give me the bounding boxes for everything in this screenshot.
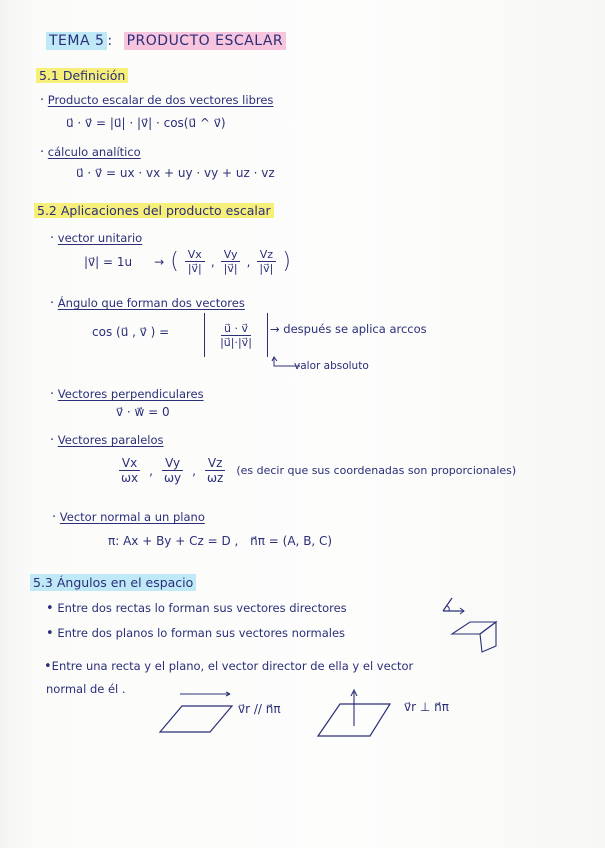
parallel-formula [118,456,516,485]
def-item-1 [40,93,273,108]
comma: , [246,254,251,269]
comma: , [192,463,196,478]
section-5-3-heading [30,575,196,590]
tema-sep: : [107,33,113,49]
angles-bullet-1-text: Entre dos rectas lo forman sus vectores directores [57,601,347,615]
absolute-value-bars [204,313,268,357]
unit-vector-item [50,231,142,246]
bullet-dot: · [40,145,45,160]
angles-bullet-3-line1 [44,659,413,674]
def-item-2 [40,145,141,160]
bleed-through-text [330,60,580,130]
angles-bullet-2 [46,626,345,641]
perp-formula: v⃗ · w⃗ = 0 [116,405,170,419]
bullet-dot: • [46,601,54,616]
frac-den: |u⃗|·|v⃗| [220,335,252,349]
angle-fraction [217,322,255,349]
frac-den: |v⃗| [187,262,202,275]
frac-den: ωy [163,471,182,485]
angle-lhs: cos (u⃗ , v⃗ ) = [92,325,170,339]
unit-lhs: |v⃗| = 1u [84,254,133,269]
bullet-dot: · [50,231,55,246]
angle-item [50,296,245,311]
section-5-2-heading [34,203,274,218]
bullet-dot: • [46,626,54,641]
frac-num: Vz [257,248,276,262]
parallel-relation: v⃗r // n⃗π [238,702,281,716]
bullet-dot: · [50,296,55,311]
page-header [46,33,286,49]
planes-angle-icon [450,612,500,656]
unit-arrow: → [154,254,165,269]
par-frac-z [204,456,226,485]
close-paren: ) [282,249,291,274]
normal-formula [108,534,332,548]
angles-bullet-2-text: Entre dos planos lo forman sus vectores normales [57,626,346,640]
comma: , [210,254,215,269]
unit-frac-y [221,248,241,275]
bullet-dot: • [44,659,52,674]
line-perpendicular-plane-diagram [316,688,392,740]
angle-label: Ángulo que forman dos vectores [57,296,245,310]
par-frac-y [161,456,184,485]
normal-item [52,510,205,525]
unit-frac-x [185,248,205,275]
normal-label: Vector normal a un plano [59,510,205,524]
angles-bullet-3-line2: normal de él . [46,682,126,696]
parallel-item [50,433,164,448]
frac-num: Vz [205,456,226,471]
unit-vector-formula [84,248,291,275]
parallel-label: Vectores paralelos [57,433,164,447]
bullet-dot: · [40,93,45,108]
unit-frac-z [256,248,276,275]
line-parallel-plane-diagram [158,690,238,736]
angles-bullet-1 [46,601,347,616]
frac-num: Vy [221,248,241,262]
normal-vector: n⃗π = (A, B, C) [250,534,333,548]
bullet-dot: · [50,387,55,402]
open-paren: ( [170,249,179,274]
comma: , [149,463,153,478]
perp-item [50,387,204,402]
def-formula-2: u⃗ · v⃗ = ux · vx + uy · vy + uz · vz [76,166,275,180]
angle-note-abs: valor absoluto [294,360,369,372]
frac-num: Vx [119,456,140,471]
par-frac-x [118,456,141,485]
frac-den: ωx [121,471,139,485]
perp-label: Vectores perpendiculares [57,387,204,401]
frac-den: |v⃗| [259,262,274,275]
angles-bullet-3-text: Entre una recta y el plano, el vector director de ella y el vector [51,659,414,673]
frac-num: Vx [185,248,205,262]
frac-den: ωz [206,471,224,485]
def-item-1-label: Producto escalar de dos vectores libres [47,93,274,107]
bullet-dot: · [50,433,55,448]
section-5-2-title: 5.2 Aplicaciones del producto escalar [34,203,274,218]
perpendicular-relation: v⃗r ⊥ n⃗π [404,700,449,714]
plane-equation: π: Ax + By + Cz = D , [108,534,239,548]
def-formula-1: u⃗ · v⃗ = |u⃗| · |v⃗| · cos(u⃗ ^ v⃗) [66,116,226,130]
parallel-note: (es decir que sus coordenadas son proporcionales) [236,464,517,477]
frac-num: Vy [162,456,183,471]
def-item-2-label: cálculo analítico [47,145,141,159]
frac-num: u⃗ · v⃗ [221,322,251,336]
section-5-3-title: 5.3 Ángulos en el espacio [30,574,196,591]
tema-label: TEMA 5 [46,32,107,50]
frac-den: |v⃗| [223,262,238,275]
bullet-dot: · [52,510,57,525]
section-5-1-heading [36,68,128,83]
unit-vector-label: vector unitario [57,231,143,245]
section-5-1-title: 5.1 Definición [36,68,128,83]
page-title: PRODUCTO ESCALAR [124,32,287,50]
angle-note-arccos: → después se aplica arccos [270,322,427,336]
